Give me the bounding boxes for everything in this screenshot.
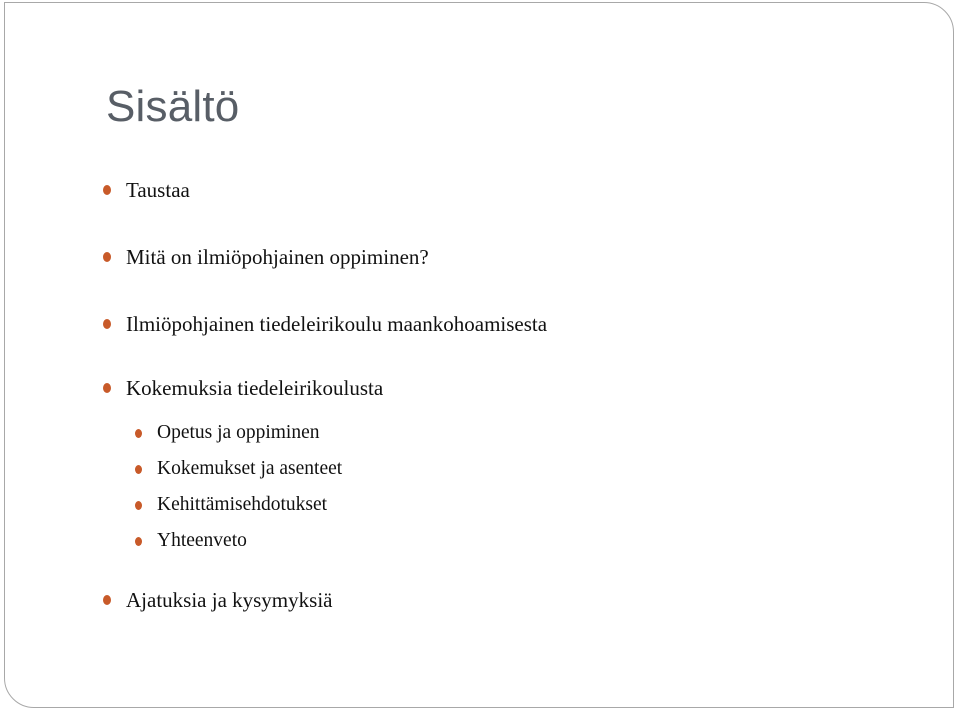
bullet-text: Opetus ja oppiminen	[157, 422, 320, 443]
bullet-text: Yhteenveto	[157, 530, 247, 551]
sub-bullet-item-opetus	[135, 416, 319, 450]
bullet-dot-icon	[103, 185, 111, 195]
slide-title: Sisältö	[106, 82, 240, 131]
bullet-text: Taustaa	[126, 177, 190, 202]
bullet-dot-icon	[135, 537, 142, 546]
sub-bullet-item-kehittamisehdotukset	[135, 488, 327, 522]
bullet-dot-icon	[103, 595, 111, 605]
bullet-item-taustaa	[103, 173, 190, 207]
bullet-dot-icon	[135, 501, 142, 510]
bullet-text: Kokemuksia tiedeleirikoulusta	[126, 375, 384, 400]
slide-frame	[4, 2, 954, 708]
bullet-text: Ilmiöpohjainen tiedeleirikoulu maankohoamisesta	[126, 311, 548, 336]
bullet-text: Kokemukset ja asenteet	[157, 458, 343, 479]
bullet-dot-icon	[135, 429, 142, 438]
bullet-text: Mitä on ilmiöpohjainen oppiminen?	[126, 244, 429, 269]
bullet-dot-icon	[135, 465, 142, 474]
bullet-item-tiedeleirikoulu	[103, 307, 547, 341]
bullet-text: Kehittämisehdotukset	[157, 494, 328, 515]
bullet-item-ajatuksia	[103, 583, 332, 617]
bullet-dot-icon	[103, 319, 111, 329]
sub-bullet-item-yhteenveto	[135, 524, 247, 558]
bullet-dot-icon	[103, 252, 111, 262]
bullet-item-ilmiopohjainen-oppiminen	[103, 240, 429, 274]
bullet-text: Ajatuksia ja kysymyksiä	[126, 587, 333, 612]
bullet-item-kokemuksia	[103, 371, 383, 405]
bullet-dot-icon	[103, 383, 111, 393]
sub-bullet-item-kokemukset	[135, 452, 342, 486]
